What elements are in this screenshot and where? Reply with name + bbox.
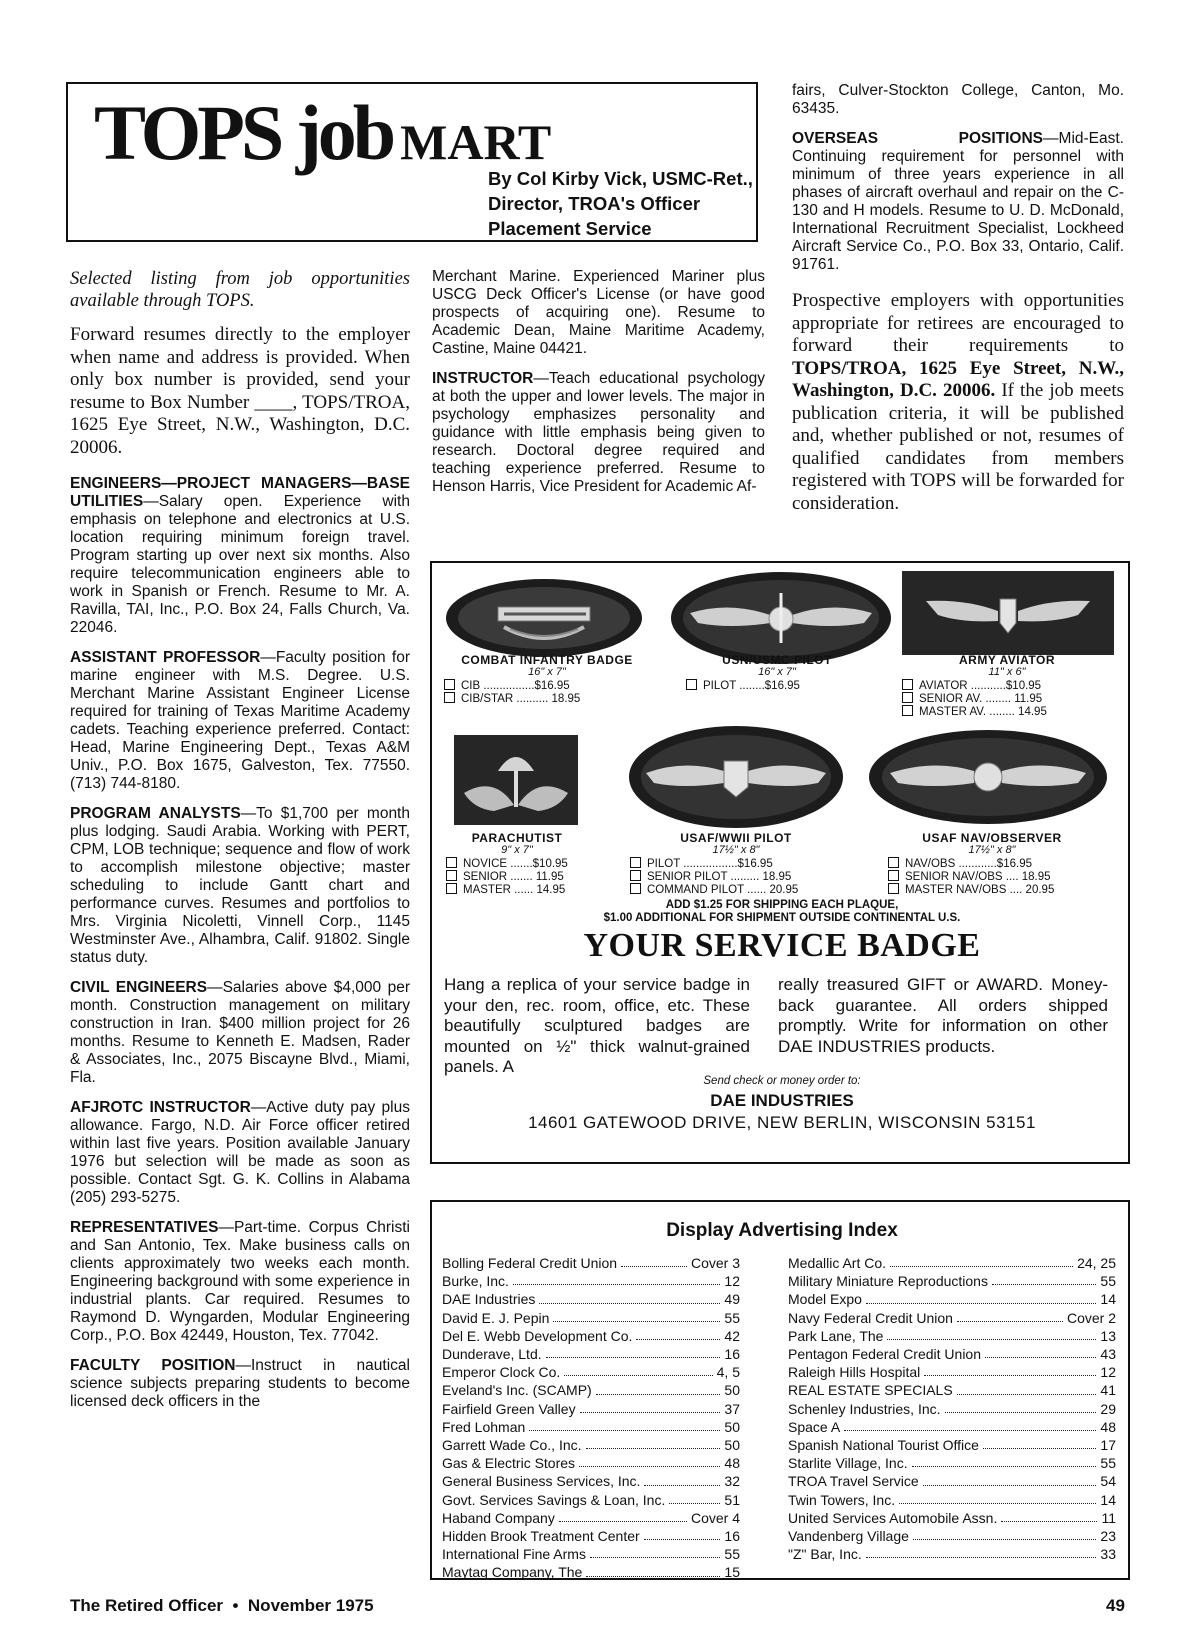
index-entry — [442, 1400, 740, 1418]
leader-dots — [590, 1545, 720, 1558]
listing-body: —To $1,700 per month plus lodging. Saudi Arabia. Working with PERT, CPM, LOB technique; sequence and flow of work to accomplish milestone objective; master scheduling to include Gantt chart and performance curves. Resumes and portfolios to Mrs. Virginia Nicoletti, Vinnell Corp., 1145 Westminster Ave., Alhambra, Calif. 91802. Single status duty. — [70, 805, 410, 966]
advertiser-page: 50 — [724, 1418, 740, 1435]
publication-name: The Retired Officer — [70, 1596, 224, 1615]
intro-italic: Selected listing from job opportunities available through TOPS. — [70, 269, 410, 311]
leader-dots — [985, 1345, 1096, 1358]
leader-dots — [539, 1290, 720, 1303]
leader-dots — [636, 1327, 720, 1340]
index-entry — [442, 1363, 740, 1381]
option-label: NOVICE .......$10.95 — [463, 858, 568, 870]
advertiser-page: 12 — [724, 1273, 740, 1290]
index-entry — [442, 1454, 740, 1472]
leader-dots — [866, 1545, 1097, 1558]
usaf-nav-observer-image — [868, 729, 1108, 830]
index-entry — [442, 1527, 740, 1545]
advertiser-name: Twin Towers, Inc. — [788, 1491, 896, 1508]
index-entry — [788, 1454, 1116, 1472]
advertiser-name: TROA Travel Service — [788, 1473, 919, 1490]
advertiser-page: 41 — [1100, 1382, 1116, 1399]
leader-dots — [923, 1472, 1097, 1485]
advertiser-page: 48 — [724, 1455, 740, 1472]
index-entry — [442, 1290, 740, 1308]
advertiser-name: Del E. Webb Development Co. — [442, 1327, 633, 1344]
army-aviator-image — [902, 571, 1114, 660]
advertiser-name: Govt. Services Savings & Loan, Inc. — [442, 1491, 666, 1508]
leader-dots — [945, 1400, 1097, 1413]
listing-heading: ENGINEERS—PROJECT MANAGERS—BASE UTILITIES — [70, 475, 410, 510]
advertiser-name: Vandenberg Village — [788, 1528, 909, 1545]
listing-heading: PROGRAM ANALYSTS — [70, 805, 241, 822]
byline — [488, 166, 753, 241]
advertiser-name: Schenley Industries, Inc. — [788, 1400, 941, 1417]
badge-size-parachutist: 9" x 7" — [501, 844, 533, 856]
title-box — [66, 82, 758, 242]
leader-dots — [866, 1290, 1096, 1303]
advertiser-name: Park Lane, The — [788, 1327, 884, 1344]
listing-body: —Active duty pay plus allowance. Fargo, N.D. Air Force officer retired within last five years. Position available January 1976 but selection will be made as soon as possible. Contact Sgt. G. K. Collins in Alabama (205) 293-5275. — [70, 1099, 410, 1206]
checkbox[interactable] — [446, 857, 457, 868]
badge-size-cib: 16" x 7" — [528, 666, 566, 678]
footer-publication — [70, 1596, 374, 1616]
index-entry — [788, 1363, 1116, 1381]
leader-dots — [580, 1400, 721, 1413]
advertiser-page: Cover 2 — [1066, 1309, 1116, 1326]
index-entry — [442, 1563, 740, 1581]
shipping-note-1: ADD $1.25 FOR SHIPPING EACH PLAQUE, — [665, 899, 899, 911]
option-senior-nav-obs[interactable] — [888, 870, 1051, 884]
option-master-para[interactable] — [446, 883, 565, 897]
company-name: DAE INDUSTRIES — [710, 1091, 854, 1110]
index-entry — [442, 1418, 740, 1436]
listing-body: —Faculty position for marine engineer with M.S. Degree. U.S. Merchant Marine Assistant Engineer License required for training of Texas Maritime Academy cadets. Teaching experience preferred. Contact: Head, Marine Engineering Dept., Texas A&M Univ., P.O. Box 1675, Galveston, Tex. 77550. (713) 744-8180. — [70, 649, 410, 792]
listing-body: —Teach educational psychology at both the upper and lower levels. The major in psychology emphasizes personality and guidance with little emphasis being given to research. Doctoral degree required and teaching experience preferred. Resume to Henson Harris, Vice President for Academic Af- — [432, 370, 765, 495]
leader-dots — [912, 1454, 1097, 1467]
option-senior-pilot[interactable] — [630, 870, 791, 884]
advertiser-name: United Services Automobile Assn. — [788, 1509, 998, 1526]
index-title: Display Advertising Index — [666, 1220, 898, 1241]
advertiser-page: 23 — [1100, 1528, 1116, 1545]
index-left-column — [442, 1254, 740, 1582]
index-entry — [788, 1290, 1116, 1308]
index-entry — [788, 1491, 1116, 1509]
issue-date: November 1975 — [247, 1596, 374, 1615]
leader-dots — [957, 1309, 1063, 1322]
page-title — [94, 89, 552, 176]
leader-dots — [546, 1345, 721, 1358]
advertiser-name: Military Miniature Reproductions — [788, 1273, 988, 1290]
advertiser-name: "Z" Bar, Inc. — [788, 1546, 862, 1563]
advertiser-name: Space A — [788, 1418, 841, 1435]
option-label: MASTER ...... 14.95 — [463, 884, 566, 896]
index-entry — [442, 1545, 740, 1563]
parachutist-image — [454, 735, 578, 830]
advertiser-name: Hidden Brook Treatment Center — [442, 1528, 640, 1545]
index-entry — [442, 1345, 740, 1363]
index-entry — [442, 1254, 740, 1272]
byline-line-2: Director, TROA's Officer — [488, 193, 701, 214]
title-caps: MART — [400, 114, 552, 170]
shipping-note-2: $1.00 ADDITIONAL FOR SHIPMENT OUTSIDE CONTINENTAL U.S. — [603, 912, 961, 924]
checkbox[interactable] — [444, 692, 455, 703]
usaf-wwii-pilot-image — [628, 725, 844, 834]
leader-dots — [559, 1509, 687, 1522]
job-listing — [70, 1219, 410, 1345]
advertiser-page: 24, 25 — [1077, 1255, 1116, 1271]
option-label: CIB/STAR .......... 18.95 — [461, 693, 581, 705]
leader-dots — [586, 1436, 721, 1449]
advertiser-page: 16 — [724, 1346, 740, 1363]
index-right-column — [788, 1254, 1116, 1563]
badge-size-nav-observer: 17½" x 8" — [968, 844, 1016, 856]
index-entry — [442, 1491, 740, 1509]
advertiser-page: 14 — [1100, 1291, 1116, 1308]
option-aviator[interactable] — [902, 679, 1041, 693]
listing-heading: CIVIL ENGINEERS — [70, 979, 208, 996]
option-label: CIB ................$16.95 — [461, 680, 570, 692]
listing-body: —Part-time. Corpus Christi and San Antonio, Tex. Make business calls on clients approximately two weeks each month. Engineering background with some experience in industrial plants. Car required. Resumes to Raymond D. Wyngarden, Modular Engineering Corp., P.O. Box 42449, Houston, Tex. 77042. — [70, 1219, 410, 1344]
job-listing — [70, 979, 410, 1087]
advertiser-page: 54 — [1100, 1473, 1116, 1490]
badge-title-cib: COMBAT INFANTRY BADGE — [461, 653, 633, 667]
page-number: 49 — [1106, 1596, 1125, 1615]
job-listing — [70, 1099, 410, 1207]
advertiser-page: 55 — [724, 1546, 740, 1563]
checkbox[interactable] — [888, 870, 899, 881]
index-entry — [442, 1472, 740, 1490]
option-label: MASTER AV. ........ 14.95 — [919, 706, 1047, 718]
advertiser-page: 42 — [724, 1327, 740, 1344]
leader-dots — [844, 1418, 1096, 1431]
ad-body-left: Hang a replica of your service badge in your den, rec. room, office, etc. These beautifully sculptured badges are mounted on ½" thick walnut-grained panels. A — [444, 975, 750, 1076]
advertiser-page: 17 — [1100, 1437, 1116, 1454]
advertiser-page: 33 — [1100, 1546, 1116, 1563]
index-entry — [788, 1327, 1116, 1345]
index-entry — [788, 1527, 1116, 1545]
option-senior-para[interactable] — [446, 870, 564, 884]
footer-bullet: • — [232, 1596, 239, 1615]
advertiser-name: General Business Services, Inc. — [442, 1473, 641, 1490]
advertiser-page: 55 — [1100, 1273, 1116, 1290]
leader-dots — [564, 1363, 712, 1376]
advertiser-page: 51 — [724, 1491, 740, 1508]
advertiser-name: Bolling Federal Credit Union — [442, 1255, 618, 1271]
advertiser-page: 15 — [724, 1564, 740, 1581]
advertiser-name: Garrett Wade Co., Inc. — [442, 1437, 582, 1454]
checkbox[interactable] — [902, 692, 913, 703]
index-entry — [788, 1400, 1116, 1418]
listing-heading: AFJROTC INSTRUCTOR — [70, 1099, 251, 1116]
advertiser-name: REAL ESTATE SPECIALS — [788, 1382, 953, 1399]
option-label: PILOT .................$16.95 — [647, 858, 773, 870]
advertiser-page: 49 — [724, 1291, 740, 1308]
advertiser-name: Raleigh Hills Hospital — [788, 1364, 921, 1381]
checkbox[interactable] — [902, 679, 913, 690]
option-label: COMMAND PILOT ...... 20.95 — [647, 884, 799, 896]
leader-dots — [899, 1491, 1096, 1504]
ad-headline: YOUR SERVICE BADGE — [583, 927, 981, 964]
display-advertising-index — [430, 1200, 1130, 1580]
index-entry — [442, 1509, 740, 1527]
advertiser-name: Fairfield Green Valley — [442, 1400, 576, 1417]
advertiser-name: DAE Industries — [442, 1291, 536, 1308]
option-label: AVIATOR ...........$10.95 — [919, 680, 1042, 692]
job-listing — [70, 1357, 410, 1411]
option-label: SENIOR ....... 11.95 — [463, 871, 564, 883]
advertiser-page: 55 — [724, 1309, 740, 1326]
advertiser-page: 4, 5 — [716, 1364, 740, 1381]
checkbox[interactable] — [630, 857, 641, 868]
leader-dots — [553, 1309, 720, 1322]
advertiser-name: International Fine Arms — [442, 1546, 586, 1563]
advertiser-name: David E. J. Pepin — [442, 1309, 550, 1326]
advertiser-name: Fred Lohman — [442, 1418, 526, 1435]
advertiser-name: Haband Company — [442, 1509, 555, 1526]
index-entry — [788, 1272, 1116, 1290]
leader-dots — [957, 1381, 1097, 1394]
option-label: MASTER NAV/OBS .... 20.95 — [905, 884, 1055, 896]
job-listing — [70, 649, 410, 793]
leader-dots — [513, 1272, 721, 1285]
leader-dots — [992, 1272, 1096, 1285]
checkbox[interactable] — [902, 705, 913, 716]
combat-infantry-badge-image — [444, 577, 644, 664]
column-2 — [432, 268, 765, 508]
instructor-continuation: fairs, Culver-Stockton College, Canton, Mo. 63435. — [792, 82, 1124, 117]
listing-heading: FACULTY POSITION — [70, 1357, 236, 1374]
advertiser-name: Dunderave, Ltd. — [442, 1346, 542, 1363]
service-badge-ad — [430, 561, 1130, 1164]
employers-text-1: Prospective employers with opportunities appropriate for retirees are encouraged to forward their requirements to — [792, 290, 1124, 356]
byline-line-1: By Col Kirby Vick, USMC-Ret., — [488, 168, 753, 189]
badge-size-usaf-pilot: 17½" x 8" — [712, 844, 760, 856]
index-entry — [442, 1381, 740, 1399]
option-nav-obs[interactable] — [888, 857, 1032, 871]
advertiser-page: 32 — [724, 1473, 740, 1490]
listing-heading: OVERSEAS POSITIONS — [792, 130, 1044, 147]
ad-body-right: really treasured GIFT or AWARD. Money-back guarantee. All orders shipped promptly. Write for information on other DAE INDUSTRIES products. — [778, 975, 1108, 1056]
listing-overseas — [792, 130, 1124, 274]
advertiser-name: Medallic Art Co. — [788, 1255, 887, 1271]
checkbox[interactable] — [446, 883, 457, 894]
advertiser-page: 55 — [1100, 1455, 1116, 1472]
checkbox[interactable] — [630, 883, 641, 894]
company-address: 14601 GATEWOOD DRIVE, NEW BERLIN, WISCONSIN 53151 — [528, 1113, 1036, 1132]
advertiser-name: Emperor Clock Co. — [442, 1364, 561, 1381]
option-cib[interactable] — [444, 679, 570, 693]
byline-line-3: Placement Service — [488, 218, 652, 239]
checkbox[interactable] — [444, 679, 455, 690]
leader-dots — [1001, 1509, 1097, 1522]
option-master-av[interactable] — [902, 705, 1047, 719]
index-entry — [788, 1472, 1116, 1490]
leader-dots — [621, 1254, 687, 1267]
advertiser-name: Model Expo — [788, 1291, 862, 1308]
leader-dots — [887, 1327, 1096, 1340]
option-label: SENIOR NAV/OBS .... 18.95 — [905, 871, 1051, 883]
badge-title-army-aviator: ARMY AVIATOR — [958, 653, 1055, 667]
badge-title-nav-observer: USAF NAV/OBSERVER — [922, 831, 1062, 845]
leader-dots — [596, 1381, 721, 1394]
index-entry — [442, 1309, 740, 1327]
leader-dots — [644, 1527, 721, 1540]
checkbox[interactable] — [888, 857, 899, 868]
option-cib-star[interactable] — [444, 692, 580, 706]
badge-title-parachutist: PARACHUTIST — [471, 831, 563, 845]
option-novice[interactable] — [446, 857, 568, 871]
leader-dots — [890, 1254, 1073, 1267]
advertiser-page: Cover 3 — [690, 1255, 740, 1271]
option-usn-pilot[interactable] — [686, 679, 800, 693]
listing-heading: REPRESENTATIVES — [70, 1219, 219, 1236]
index-entry — [788, 1345, 1116, 1363]
advertiser-page: 13 — [1100, 1327, 1116, 1344]
index-entry — [442, 1327, 740, 1345]
checkbox[interactable] — [888, 883, 899, 894]
listing-body: —Salaries above $4,000 per month. Construction management on military construction in Iran. $400 million project for 26 months. Resume to Kenneth E. Madsen, Rader & Associates, Inc., 2075 Biscayne Blvd., Miami, Fla. — [70, 979, 410, 1086]
faculty-continuation: Merchant Marine. Experienced Mariner plus USCG Deck Officer's License (or have good prospects of acquiring one). Resume to Academic Dean, Maine Maritime Academy, Castine, Maine 04421. — [432, 268, 765, 357]
advertiser-page: 16 — [724, 1528, 740, 1545]
index-entry — [788, 1509, 1116, 1527]
index-entry — [788, 1418, 1116, 1436]
advertiser-name: Navy Federal Credit Union — [788, 1309, 953, 1326]
column-1 — [70, 268, 410, 1423]
advertiser-name: Starlite Village, Inc. — [788, 1455, 908, 1472]
leader-dots — [644, 1472, 720, 1485]
employers-address: TOPS/TROA, 1625 Eye Street, N.W., Washington, D.C. 20006. — [792, 357, 1124, 401]
leader-dots — [579, 1454, 720, 1467]
advertiser-page: 29 — [1100, 1400, 1116, 1417]
advertiser-page: 50 — [724, 1382, 740, 1399]
leader-dots — [586, 1563, 720, 1576]
advertiser-name: Spanish National Tourist Office — [788, 1437, 979, 1454]
job-listing — [70, 805, 410, 967]
badge-size-usn-pilot: 16" x 7" — [758, 666, 796, 678]
option-label: NAV/OBS ............$16.95 — [905, 858, 1032, 870]
advertiser-name: Pentagon Federal Credit Union — [788, 1346, 982, 1363]
listing-instructor — [432, 370, 765, 496]
column-3 — [792, 82, 1124, 527]
advertiser-page: 50 — [724, 1437, 740, 1454]
advertiser-name: Gas & Electric Stores — [442, 1455, 576, 1472]
leader-dots — [983, 1436, 1097, 1449]
employers-note — [792, 290, 1124, 515]
index-entry — [788, 1309, 1116, 1327]
option-master-nav-obs[interactable] — [888, 883, 1054, 897]
send-line: Send check or money order to: — [703, 1075, 861, 1087]
option-command-pilot[interactable] — [630, 883, 798, 897]
leader-dots — [529, 1418, 720, 1431]
option-label: SENIOR AV. ........ 11.95 — [919, 693, 1043, 705]
job-listings — [70, 475, 410, 1411]
advertiser-page: 43 — [1100, 1346, 1116, 1363]
listing-heading: INSTRUCTOR — [432, 370, 534, 387]
title-text: TOPS job — [94, 89, 393, 176]
advertiser-page: 14 — [1100, 1491, 1116, 1508]
advertiser-page: 12 — [1100, 1364, 1116, 1381]
listing-heading: ASSISTANT PROFESSOR — [70, 649, 261, 666]
advertiser-page: 48 — [1100, 1418, 1116, 1435]
option-label: SENIOR PILOT ......... 18.95 — [647, 871, 792, 883]
leader-dots — [924, 1363, 1096, 1376]
advertiser-page: 37 — [724, 1400, 740, 1417]
checkbox[interactable] — [630, 870, 641, 881]
index-entry — [788, 1436, 1116, 1454]
index-entry — [788, 1381, 1116, 1399]
advertiser-page: Cover 4 — [690, 1509, 740, 1526]
advertiser-page: 11 — [1101, 1509, 1116, 1526]
leader-dots — [913, 1527, 1097, 1540]
checkbox[interactable] — [686, 679, 697, 690]
option-pilot[interactable] — [630, 857, 773, 871]
badge-size-army-aviator: 11" x 6" — [988, 666, 1026, 678]
job-listing — [70, 475, 410, 637]
advertiser-name: Maytag Company, The — [442, 1564, 583, 1581]
index-entry — [788, 1545, 1116, 1563]
employers-text-2: If the job meets publication criteria, it will be published and, whether published or not, resumes of qualified candidates from members registered with TOPS will be forwarded for consideration. — [792, 380, 1124, 514]
option-label: PILOT ........$16.95 — [703, 680, 800, 692]
index-entry — [442, 1436, 740, 1454]
listing-body: —Salary open. Experience with emphasis on telephone and electronics at U.S. location requiring minimum foreign travel. Program starting up over next six months. Also require telecommunication engineers able to work in Spanish or French. Resume to Mr. A. Ravilla, TAI, Inc., P.O. Box 24, Falls Church, Va. 22046. — [70, 493, 410, 636]
advertiser-name: Burke, Inc. — [442, 1273, 509, 1290]
intro-body: Forward resumes directly to the employer when name and address is provided. When only box number is provided, send your resume to Box Number ____, TOPS/TROA, 1625 Eye Street, N.W., Washington, D.C. 20006. — [70, 324, 410, 458]
option-senior-av[interactable] — [902, 692, 1042, 706]
index-entry — [788, 1254, 1116, 1272]
badge-title-usaf-pilot: USAF/WWII PILOT — [680, 831, 792, 845]
checkbox[interactable] — [446, 870, 457, 881]
badge-title-usn-pilot: USN/USMC PILOT — [722, 653, 832, 667]
index-entry — [442, 1272, 740, 1290]
advertiser-name: Eveland's Inc. (SCAMP) — [442, 1382, 592, 1399]
listing-body: —Mid-East. Continuing requirement for personnel with minimum of three years experience in all phases of aircraft overhaul and repair on the C-130 and H models. Resume to U. D. McDonald, International Recruitment Specialist, Lockheed Aircraft Service Co., P.O. Box 33, Ontario, Calif. 91761. — [792, 130, 1124, 273]
leader-dots — [669, 1491, 720, 1504]
listing-body: —Instruct in nautical science subjects preparing students to become licensed deck officers in the — [70, 1357, 410, 1410]
